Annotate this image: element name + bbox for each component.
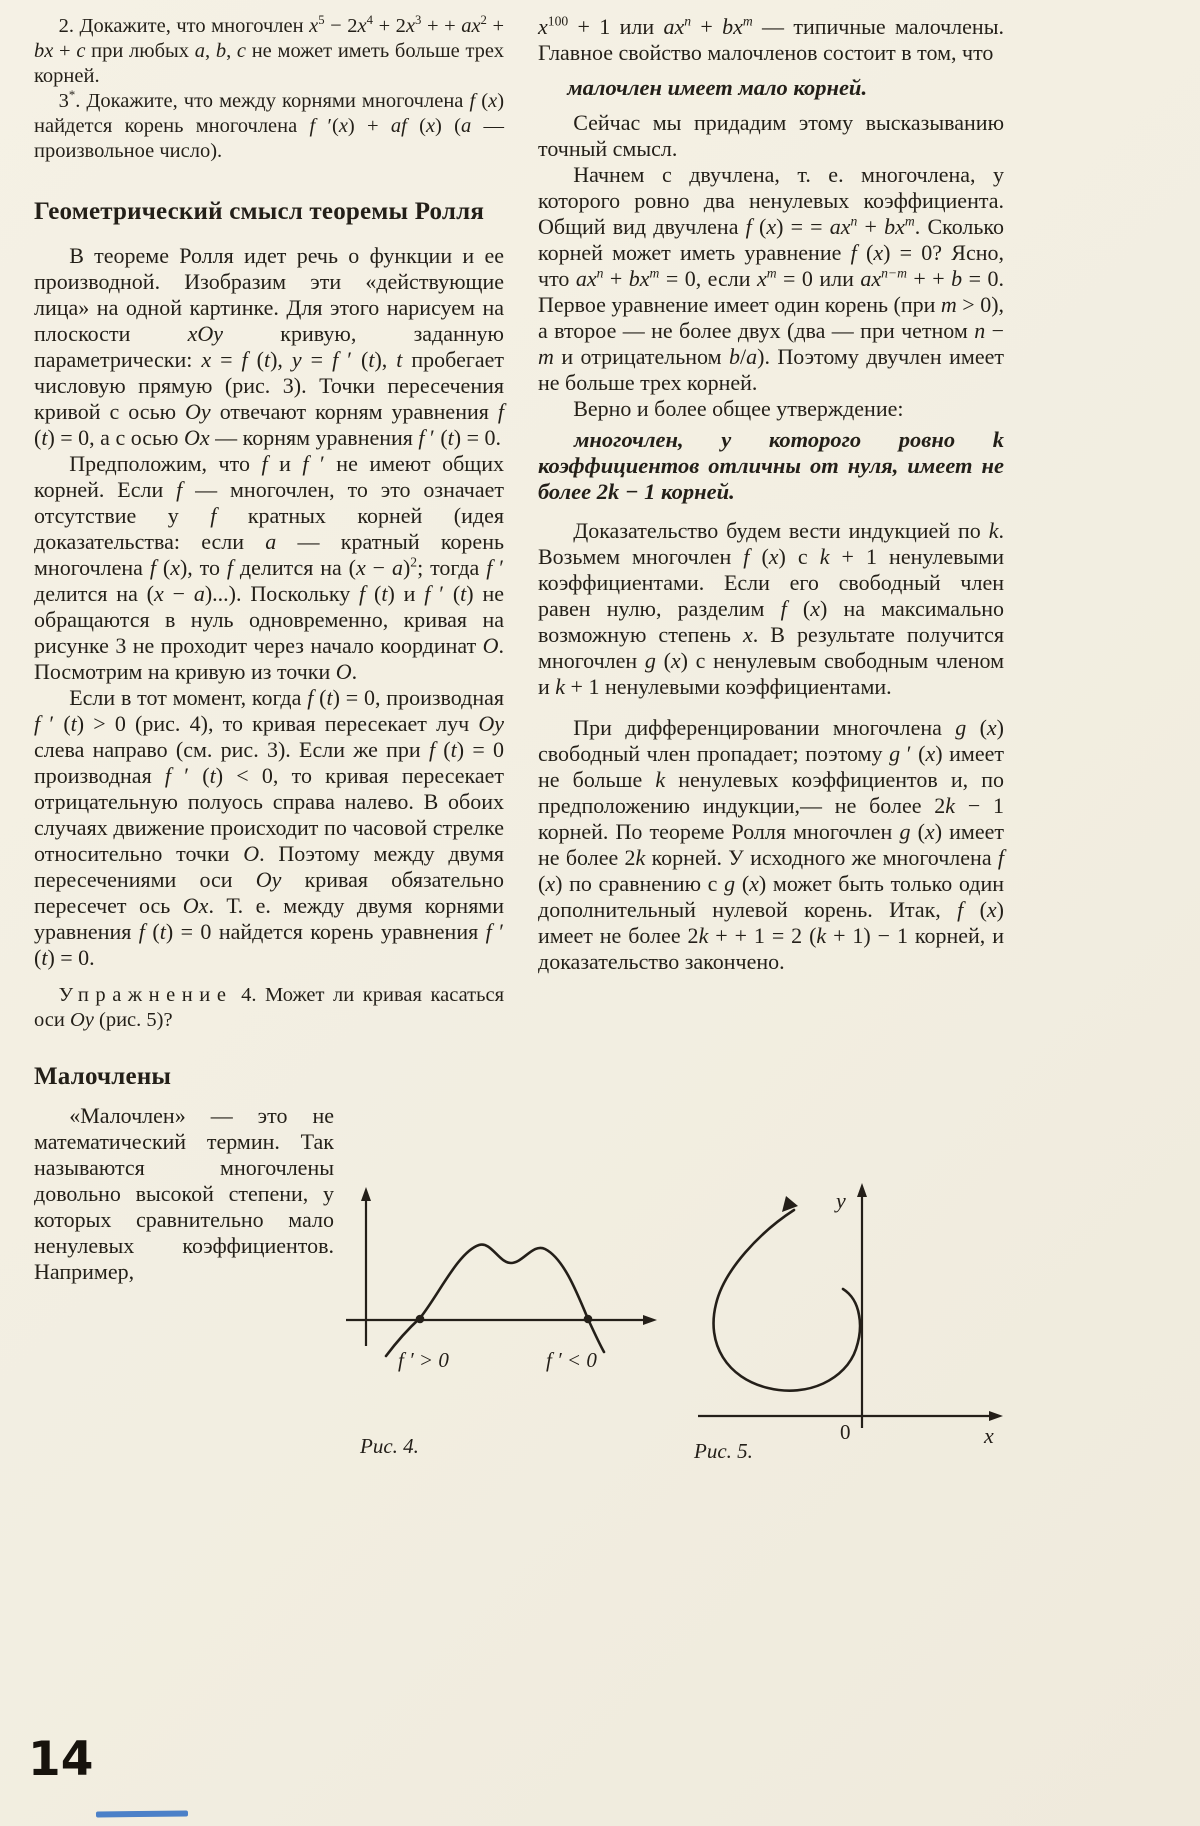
figure-4-caption: Рис. 4. [360, 1434, 419, 1458]
figure-5-curve-arrow-icon [782, 1196, 798, 1212]
left-column [34, 14, 504, 1285]
exercise-4: Упражнение 4. Может ли кривая касаться оси Oy (рис. 5)? [34, 984, 504, 1031]
figure-4 [336, 1178, 664, 1470]
fewnomial-paragraph-2: Сейчас мы придадим этому высказыванию точный смысл. [538, 110, 1004, 161]
figure-5-origin-label: 0 [840, 1420, 851, 1444]
scan-artifact-mark [96, 1811, 188, 1818]
label-f-prime-negative: f ′ < 0 [546, 1348, 597, 1372]
page-number: 14 [28, 1732, 94, 1787]
figure-5 [680, 1176, 1015, 1474]
root-dot-left [416, 1315, 425, 1324]
rolle-paragraph-3: Если в тот момент, когда f (t) = 0, производная f ′ (t) > 0 (рис. 4), то кривая пересекает луч Oy слева направо (см. рис. 3). Если же при f (t) = 0 производная f ′ (t) < 0, то кривая пересекает отрицательную полуось справа налево. В обоих случаях движение происходит по часовой стрелке относительно точки O. Поэтому между двумя пересечениями оси Oy кривая обязательно пересечет ось Ox. Т. е. между двумя корнями уравнения f (t) = 0 найдется корень уравнения f ′ (t) = 0. [34, 685, 505, 970]
figure-5-y-axis-arrow-icon [857, 1183, 867, 1197]
proof-paragraph-1: Доказательство будем вести индукцией по k. Возьмем многочлен f (x) с k + 1 ненулевыми коэффициентами. Если его свободный член равен нулю, разделим f (x) на максимально возможную степень x. В результате получится многочлен g (x) с ненулевым свободным членом и k + 1 ненулевыми коэффициентами. [538, 518, 1005, 699]
figure-4-y-axis-arrow-icon [361, 1187, 371, 1201]
exercise-3: 3*. Докажите, что между корнями многочлена f (x) найдется корень многочлена f ′(x) + af (x) (a — произвольное число). [34, 88, 505, 162]
figure-5-x-axis-label: x [984, 1423, 994, 1448]
figure-5-tangent-curve [714, 1210, 860, 1391]
root-dot-right [584, 1315, 593, 1324]
statement-intro: Верно и более общее утверждение: [573, 396, 904, 421]
section-heading-rolle: Геометрический смысл теоремы Ролля [34, 198, 485, 225]
fewnomial-slogan: малочлен имеет мало корней. [567, 75, 868, 100]
figure-5-caption: Рис. 5. [694, 1439, 753, 1463]
exercise-2: 2. Докажите, что многочлен $x^5 - 2x^4 + 2x^3$ + + $ax^2$ + bx + c при любых a, b, c не может иметь больше трех корней. [34, 13, 505, 87]
figure-4-curve [386, 1245, 604, 1356]
proof-paragraph-2: При дифференцировании многочлена g (x) свободный член пропадает; поэтому g ′ (x) имеет не больше k ненулевых коэффициентов и, по предположению индукции,— не более 2k − 1 корней. По теореме Ролля многочлен g (x) имеет не более 2k корней. У исходного же многочлена f (x) по сравнению с g (x) может быть только один дополнительный нулевой корень. Итак, f (x) имеет не более 2k + + 1 = 2 (k + 1) − 1 корней, и доказательство закончено. [538, 715, 1004, 974]
label-f-prime-positive: f ′ > 0 [398, 1348, 449, 1372]
figure-5-x-axis-arrow-icon [989, 1411, 1003, 1421]
rolle-paragraph-1: В теореме Ролля идет речь о функции и ее производной. Изобразим эти «действующие лица» на одной картинке. Для этого нарисуем на плоскости xOy кривую, заданную параметрически: x = f (t), y = f ′ (t), t пробегает числовую прямую (рис. 3). Точки пересечения кривой с осью Oy отвечают корням уравнения f (t) = 0, а с осью Ox — корням уравнения f ′ (t) = 0. [34, 243, 505, 450]
rolle-paragraph-2: Предположим, что f и f ′ не имеют общих корней. Если f — многочлен, то это означает отсутствие у f кратных корней (идея доказательства: если a — кратный корень многочлена f (x), то f делится на $(x - a)^2$; тогда f ′ делится на (x − a)...). Поскольку f (t) и f ′ (t) не обращаются в нуль одновременно, кривая на рисунке 3 не проходит через начало координат O. Посмотрим на кривую из точки O. [34, 451, 505, 684]
theorem-statement: многочлен, у которого ровно k коэффициентов отличны от нуля, имеет не более 2k − 1 корней. [538, 427, 1004, 504]
figure-5-y-axis-label: y [836, 1188, 846, 1213]
figure-4-plot [336, 1178, 664, 1470]
section-heading-malochleny: Малочлены [34, 1063, 172, 1090]
figure-4-x-axis-arrow-icon [643, 1315, 657, 1325]
malochleny-paragraph: «Малочлен» — это не математический термин. Так называются многочлены довольно высокой степени, у которых сравнительно мало ненулевых коэффициентов. Например, [34, 1103, 334, 1284]
fewnomial-paragraph-1: $x^{100} + 1$ или $ax^n + bx^m$ — типичные малочлены. Главное свойство малочленов состоит в том, что [538, 13, 1004, 65]
figure-5-plot [680, 1176, 1015, 1474]
right-column [538, 14, 1004, 975]
binomial-paragraph: Начнем с двучлена, т. е. многочлена, у которого ровно два ненулевых коэффициента. Общий вид двучлена f (x) = = $ax^n + bx^m$. Сколько корней может иметь уравнение f (x) = 0? Ясно, что $ax^n + bx^m = 0$, если $x^m = 0$ или $ax^{n-m}$ + + b = 0. Первое уравнение имеет один корень (при m > 0), а второе — не более двух (два — при четном n − m и отрицательном b/a). Поэтому двучлен имеет не больше трех корней. [538, 162, 1005, 395]
